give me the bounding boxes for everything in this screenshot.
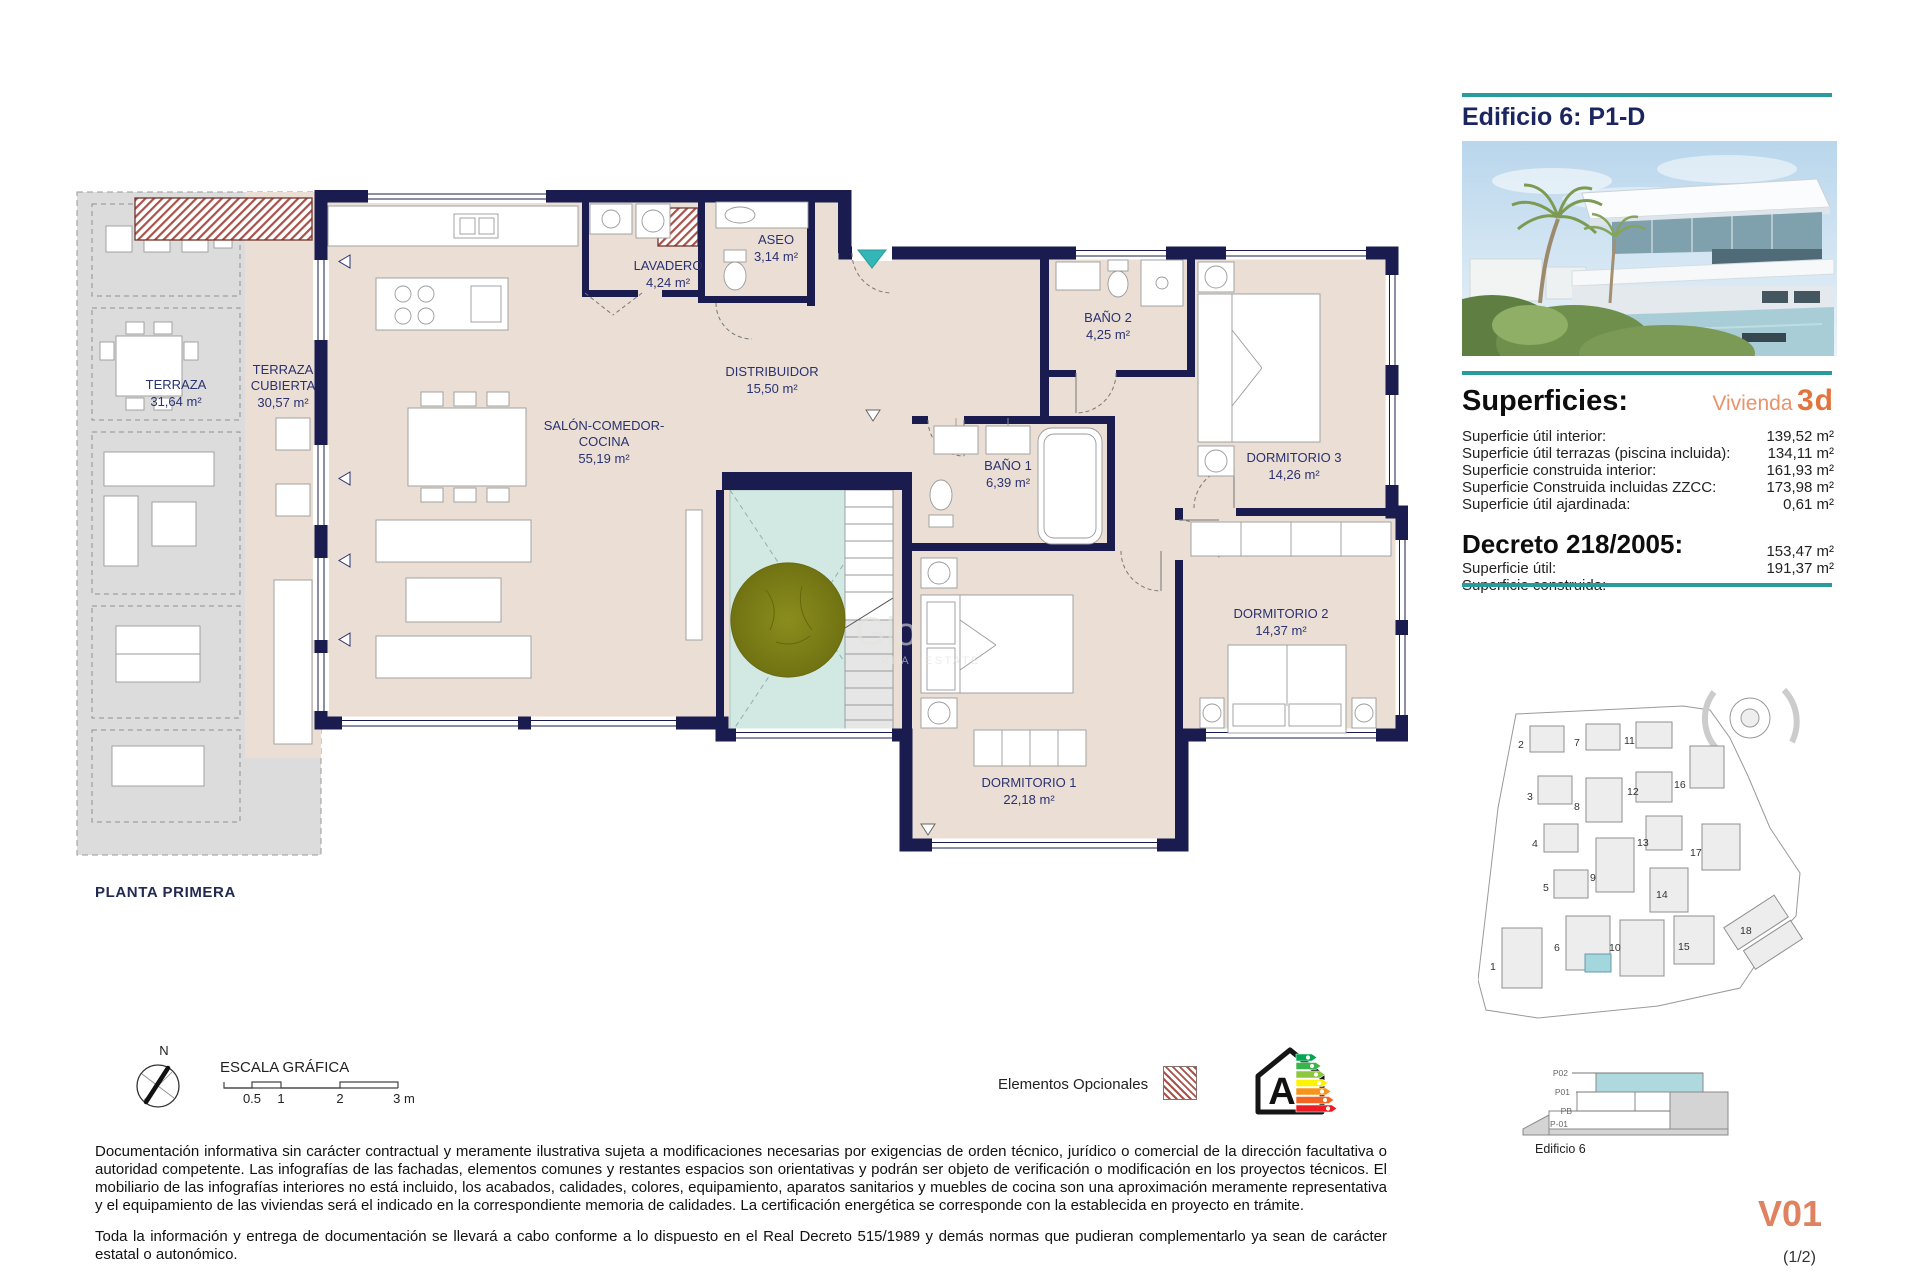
- svg-text:55,19 m²: 55,19 m²: [578, 451, 630, 466]
- svg-text:17: 17: [1690, 847, 1702, 859]
- svg-text:4,24 m²: 4,24 m²: [645, 275, 691, 290]
- svg-text:1: 1: [277, 1091, 285, 1106]
- room-label-bano2: BAÑO 2: [1084, 310, 1132, 325]
- teal-rule: [1462, 93, 1832, 97]
- svg-text:14: 14: [1656, 889, 1668, 901]
- svg-text:22,18 m²: 22,18 m²: [1003, 792, 1055, 807]
- svg-text:P01: P01: [1554, 1087, 1570, 1097]
- svg-text:CUBIERTA: CUBIERTA: [250, 378, 316, 393]
- dining-table: [408, 392, 526, 502]
- terrace-area: [77, 192, 321, 855]
- svg-text:3: 3: [1527, 791, 1533, 803]
- svg-text:30,57 m²: 30,57 m²: [257, 395, 309, 410]
- svg-text:3 m: 3 m: [393, 1091, 415, 1106]
- svg-text:2: 2: [1518, 739, 1524, 751]
- svg-text:6: 6: [1554, 942, 1560, 954]
- svg-text:5: 5: [1543, 882, 1549, 894]
- optional-element-hatch: [135, 198, 312, 240]
- svg-text:14,26 m²: 14,26 m²: [1268, 467, 1320, 482]
- svg-text:0.5: 0.5: [242, 1091, 262, 1106]
- svg-text:4,25 m²: 4,25 m²: [1085, 327, 1131, 342]
- svg-text:A: A: [1268, 1071, 1296, 1113]
- building-elevation-key: [1510, 1045, 1740, 1160]
- svg-text:15,50 m²: 15,50 m²: [746, 381, 798, 396]
- compass-icon: [126, 1042, 190, 1116]
- optional-elements-hatch-icon: [1163, 1066, 1197, 1100]
- superficies-heading: Superficies:: [1462, 385, 1628, 417]
- svg-text:7: 7: [1574, 737, 1580, 749]
- optional-elements-label: Elementos Opcionales: [998, 1076, 1149, 1093]
- disclaimer-paragraph-2: Toda la información y entrega de documentación se llevará a cabo conforme a lo dispuesto en el Real Decreto 515/1989 y demás normas que pudieran complementarlo ya sean de carácter estatal o autonómico.: [95, 1228, 1387, 1263]
- svg-text:Glo: Glo: [854, 610, 918, 654]
- room-label-salon: SALÓN-COMEDOR-: [543, 418, 665, 433]
- svg-text:4: 4: [1532, 838, 1538, 850]
- teal-rule: [1462, 583, 1832, 587]
- svg-text:10: 10: [1609, 942, 1621, 954]
- svg-text:11: 11: [1624, 735, 1635, 747]
- svg-text:14,37 m²: 14,37 m²: [1255, 623, 1307, 638]
- highlighted-floor: [1596, 1073, 1703, 1092]
- vivienda-tag: Vivienda 3d: [1712, 384, 1834, 417]
- plan-title: PLANTA PRIMERA: [95, 884, 236, 901]
- svg-text:6,39 m²: 6,39 m²: [985, 475, 1031, 490]
- room-label-dormitorio2: DORMITORIO 2: [1233, 606, 1329, 621]
- page-number: (1/2): [1783, 1249, 1816, 1266]
- svg-text:16: 16: [1674, 779, 1686, 791]
- legal-disclaimer: [95, 1143, 1387, 1277]
- superficie-row: Superficie útil ajardinada: 0,61 m²: [1462, 496, 1834, 513]
- superficie-row: Superficie construida interior: 161,93 m²: [1462, 462, 1834, 479]
- disclaimer-paragraph-1: Documentación informativa sin carácter contractual y meramente ilustrativa sujeta a modificaciones necesarias por exigencias de orden técnico, jurídico o comercial de la dirección facultativa o autoridad competente. Las infografías de las fachadas, elementos comunes y restantes espacios son orientativas y podrán ser objeto de verificación o modificación en los proyectos técnicos. El mobiliario de las infografías interiores no está incluido, los acabados, calidades, colores, equipamiento, aparatos sanitarios y muebles de cocina son una aproximación meramente representativa y el equipamiento de las viviendas será el indicado en la correspondiente memoria de calidades. La certificación energética se corresponde con la establecida en proyecto en trámite.: [95, 1143, 1387, 1214]
- highlighted-unit: [1585, 954, 1611, 972]
- svg-text:18: 18: [1740, 925, 1752, 937]
- superficie-row: Superficie Construida incluidas ZZCC: 173,98 m²: [1462, 479, 1834, 496]
- room-label-distribuidor: DISTRIBUIDOR: [725, 364, 819, 379]
- superficie-row: Superficie útil interior: 139,52 m²: [1462, 428, 1834, 445]
- scale-bar: [218, 1058, 433, 1108]
- svg-text:12: 12: [1627, 786, 1639, 798]
- room-label-terraza: TERRAZA: [145, 377, 207, 392]
- svg-text:REAL ESTATE: REAL ESTATE: [880, 655, 982, 667]
- svg-text:P-01: P-01: [1550, 1119, 1568, 1129]
- energy-rating-icon: [1246, 1040, 1346, 1120]
- svg-text:9: 9: [1590, 872, 1596, 884]
- scale-tick-labels: [243, 1091, 415, 1106]
- room-label-terraza-cubierta: TERRAZA: [252, 362, 314, 377]
- version-label: V01: [1758, 1193, 1823, 1234]
- site-map: [1478, 688, 1828, 1033]
- superficie-row: Superficie útil terrazas (piscina incluida): 134,11 m²: [1462, 445, 1834, 462]
- elevation-label: Edificio 6: [1535, 1142, 1586, 1156]
- room-label-dormitorio1: DORMITORIO 1: [981, 775, 1077, 790]
- svg-text:15: 15: [1678, 941, 1690, 953]
- scale-title: ESCALA GRÁFICA: [220, 1059, 350, 1076]
- building-render-image: [1462, 141, 1837, 356]
- energy-scale-bars: [1296, 1054, 1337, 1112]
- svg-text:1: 1: [1490, 961, 1496, 973]
- page-title: Edificio 6: P1-D: [1462, 103, 1646, 131]
- room-label-lavadero: LAVADERO: [633, 258, 703, 273]
- teal-rule: [1462, 371, 1832, 375]
- svg-text:COCINA: COCINA: [578, 434, 630, 449]
- svg-text:P02: P02: [1552, 1068, 1568, 1078]
- room-label-bano1: BAÑO 1: [984, 458, 1032, 473]
- svg-text:31,64 m²: 31,64 m²: [150, 394, 202, 409]
- svg-text:N: N: [159, 1043, 169, 1058]
- svg-text:2: 2: [336, 1091, 344, 1106]
- svg-text:3,14 m²: 3,14 m²: [753, 249, 799, 264]
- laundry-fixtures: [590, 204, 670, 238]
- floor-plan: [76, 190, 1408, 865]
- room-label-dormitorio3: DORMITORIO 3: [1246, 450, 1342, 465]
- svg-text:PB: PB: [1560, 1106, 1572, 1116]
- superficies-panel: [1462, 384, 1834, 594]
- decreto-panel: Decreto 218/2005: 153,47 m² Superficie útil: 191,37 m²: [1462, 529, 1834, 577]
- svg-text:13: 13: [1637, 837, 1649, 849]
- room-label-aseo: ASEO: [757, 232, 795, 247]
- tree-icon: [731, 563, 845, 677]
- svg-text:8: 8: [1574, 801, 1580, 813]
- decreto-heading: Decreto 218/2005:: [1462, 529, 1684, 559]
